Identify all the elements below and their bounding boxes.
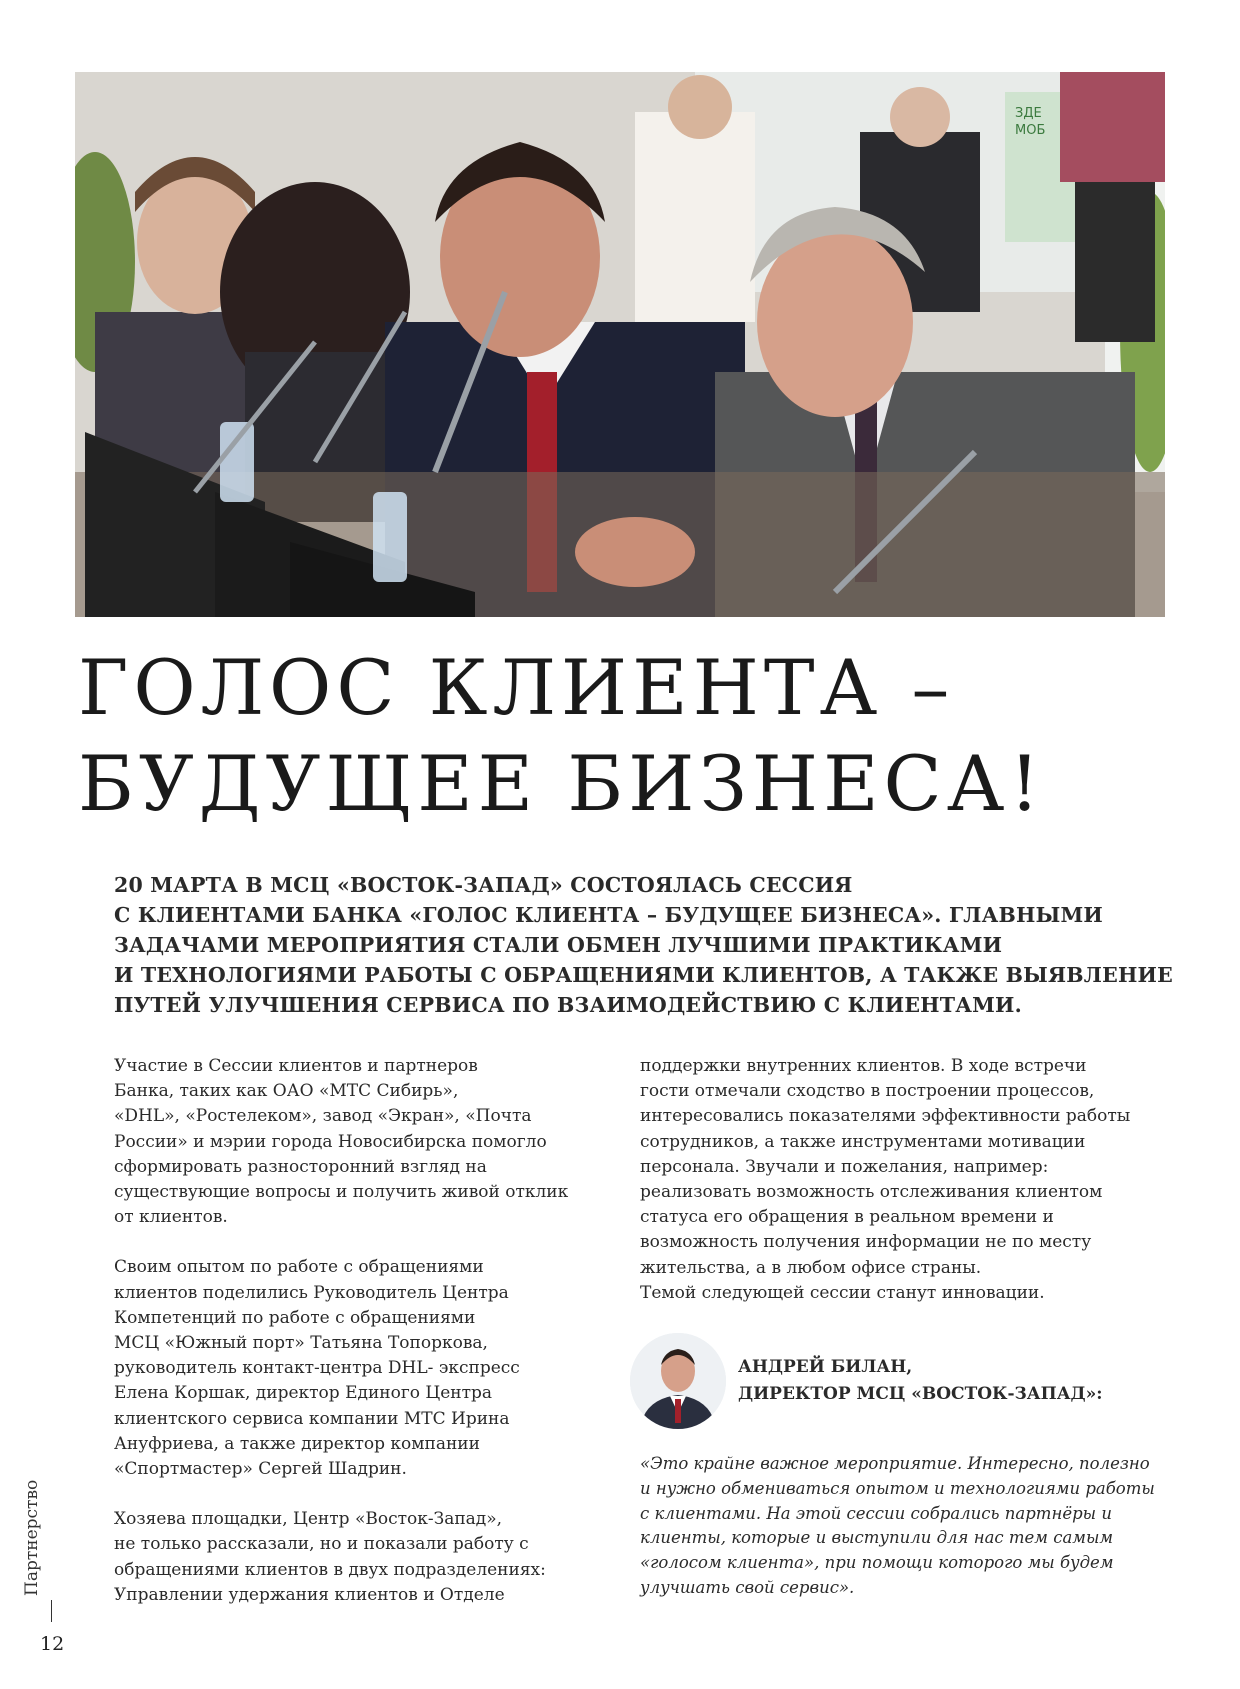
quote-line: с клиентами. На этой сессии собрались партнёры и (640, 1503, 1112, 1523)
body-line: клиентского сервиса компании МТС Ирина (114, 1408, 510, 1429)
body-line: сотрудников, а также инструментами мотивации (640, 1131, 1086, 1152)
body-paragraph (114, 1054, 604, 1230)
speaker-quote (640, 1452, 1160, 1601)
body-line: Хозяева площадки, Центр «Восток-Запад», (114, 1509, 503, 1530)
lead-line: ПУТЕЙ УЛУЧШЕНИЯ СЕРВИСА ПО ВЗАИМОДЕЙСТВИЮ С КЛИЕНТАМИ. (114, 993, 1022, 1017)
body-column-right (640, 1054, 1160, 1331)
speaker-title: ДИРЕКТОР МСЦ «ВОСТОК-ЗАПАД»: (738, 1384, 1103, 1404)
lead-line: ЗАДАЧАМИ МЕРОПРИЯТИЯ СТАЛИ ОБМЕН ЛУЧШИМИ ПРАКТИКАМИ (114, 933, 1003, 957)
speaker-caption (738, 1354, 1158, 1408)
body-paragraph (640, 1054, 1160, 1306)
body-line: Елена Коршак, директор Единого Центра (114, 1383, 493, 1404)
body-line: статуса его обращения в реальном времени и (640, 1207, 1054, 1228)
body-line: МСЦ «Южный порт» Татьяна Топоркова, (114, 1333, 488, 1354)
body-line: Участие в Сессии клиентов и партнеров (114, 1056, 478, 1076)
body-line: руководитель контакт-центра DHL- экспресс (114, 1358, 520, 1379)
page-number: 12 (40, 1633, 65, 1655)
body-line: от клиентов. (114, 1207, 228, 1228)
body-line: России» и мэрии города Новосибирска помогло (114, 1131, 547, 1152)
body-line: жительства, а в любом офисе страны. (640, 1257, 982, 1278)
body-line: не только рассказали, но и показали работу с (114, 1534, 529, 1555)
body-line: персонала. Звучали и пожелания, например: (640, 1156, 1049, 1177)
title-line: БУДУЩЕЕ БИЗНЕСА! (78, 739, 1045, 828)
body-line: возможность получения информации не по месту (640, 1232, 1092, 1253)
body-paragraph (114, 1507, 604, 1608)
section-label: Партнерство (22, 1479, 42, 1596)
quote-line: клиенты, которые и выступили для нас тем самым (640, 1528, 1114, 1548)
body-column-left (114, 1054, 604, 1633)
body-line: Ануфриева, а также директор компании (114, 1433, 480, 1454)
body-line: Темой следующей сессии станут инновации. (640, 1282, 1045, 1303)
hero-photo (75, 72, 1165, 617)
body-line: «DHL», «Ростелеком», завод «Экран», «Почта (114, 1106, 532, 1127)
speaker-portrait-illustration (630, 1333, 726, 1429)
lead-line: И ТЕХНОЛОГИЯМИ РАБОТЫ С ОБРАЩЕНИЯМИ КЛИЕНТОВ, А ТАКЖЕ ВЫЯВЛЕНИЕ (114, 963, 1173, 987)
body-line: существующие вопросы и получить живой отклик (114, 1182, 569, 1203)
body-line: реализовать возможность отслеживания клиентом (640, 1182, 1103, 1203)
banner-text-2: МОБ (1015, 123, 1046, 138)
body-line: обращениями клиентов в двух подразделениях: (114, 1559, 546, 1580)
quote-line: улучшать свой сервис». (640, 1577, 855, 1597)
section-divider (51, 1600, 52, 1622)
title-line: ГОЛОС КЛИЕНТА – (78, 643, 955, 732)
body-line: Управлении удержания клиентов и Отделе (114, 1584, 505, 1605)
lead-line: 20 МАРТА В МСЦ «ВОСТОК-ЗАПАД» СОСТОЯЛАСЬ СЕССИЯ (114, 873, 853, 897)
banner-text-1: ЗДЕ (1015, 106, 1042, 121)
body-line: Компетенций по работе с обращениями (114, 1307, 476, 1328)
body-line: гости отмечали сходство в построении процессов, (640, 1081, 1095, 1102)
body-line: «Спортмастер» Сергей Шадрин. (114, 1459, 407, 1480)
body-paragraph (114, 1255, 604, 1482)
body-line: клиентов поделились Руководитель Центра (114, 1282, 509, 1303)
quote-line: и нужно обмениваться опытом и технологиями работы (640, 1478, 1155, 1498)
lead-line: С КЛИЕНТАМИ БАНКА «ГОЛОС КЛИЕНТА – БУДУЩЕЕ БИЗНЕСА». ГЛАВНЫМИ (114, 903, 1103, 927)
body-line: поддержки внутренних клиентов. В ходе встречи (640, 1056, 1087, 1076)
quote-line: «Это крайне важное мероприятие. Интересно, полезно (640, 1454, 1150, 1473)
meeting-photo-illustration (75, 72, 1165, 617)
speaker-avatar (630, 1333, 726, 1429)
quote-line: «голосом клиента», при помощи которого мы будем (640, 1553, 1114, 1573)
body-line: сформировать разносторонний взгляд на (114, 1156, 487, 1177)
body-line: интересовались показателями эффективности работы (640, 1106, 1131, 1127)
body-line: Своим опытом по работе с обращениями (114, 1257, 484, 1278)
article-lead (114, 870, 1174, 1020)
speaker-name: АНДРЕЙ БИЛАН, (738, 1357, 913, 1377)
body-line: Банка, таких как ОАО «МТС Сибирь», (114, 1081, 459, 1102)
article-title (78, 640, 1178, 832)
